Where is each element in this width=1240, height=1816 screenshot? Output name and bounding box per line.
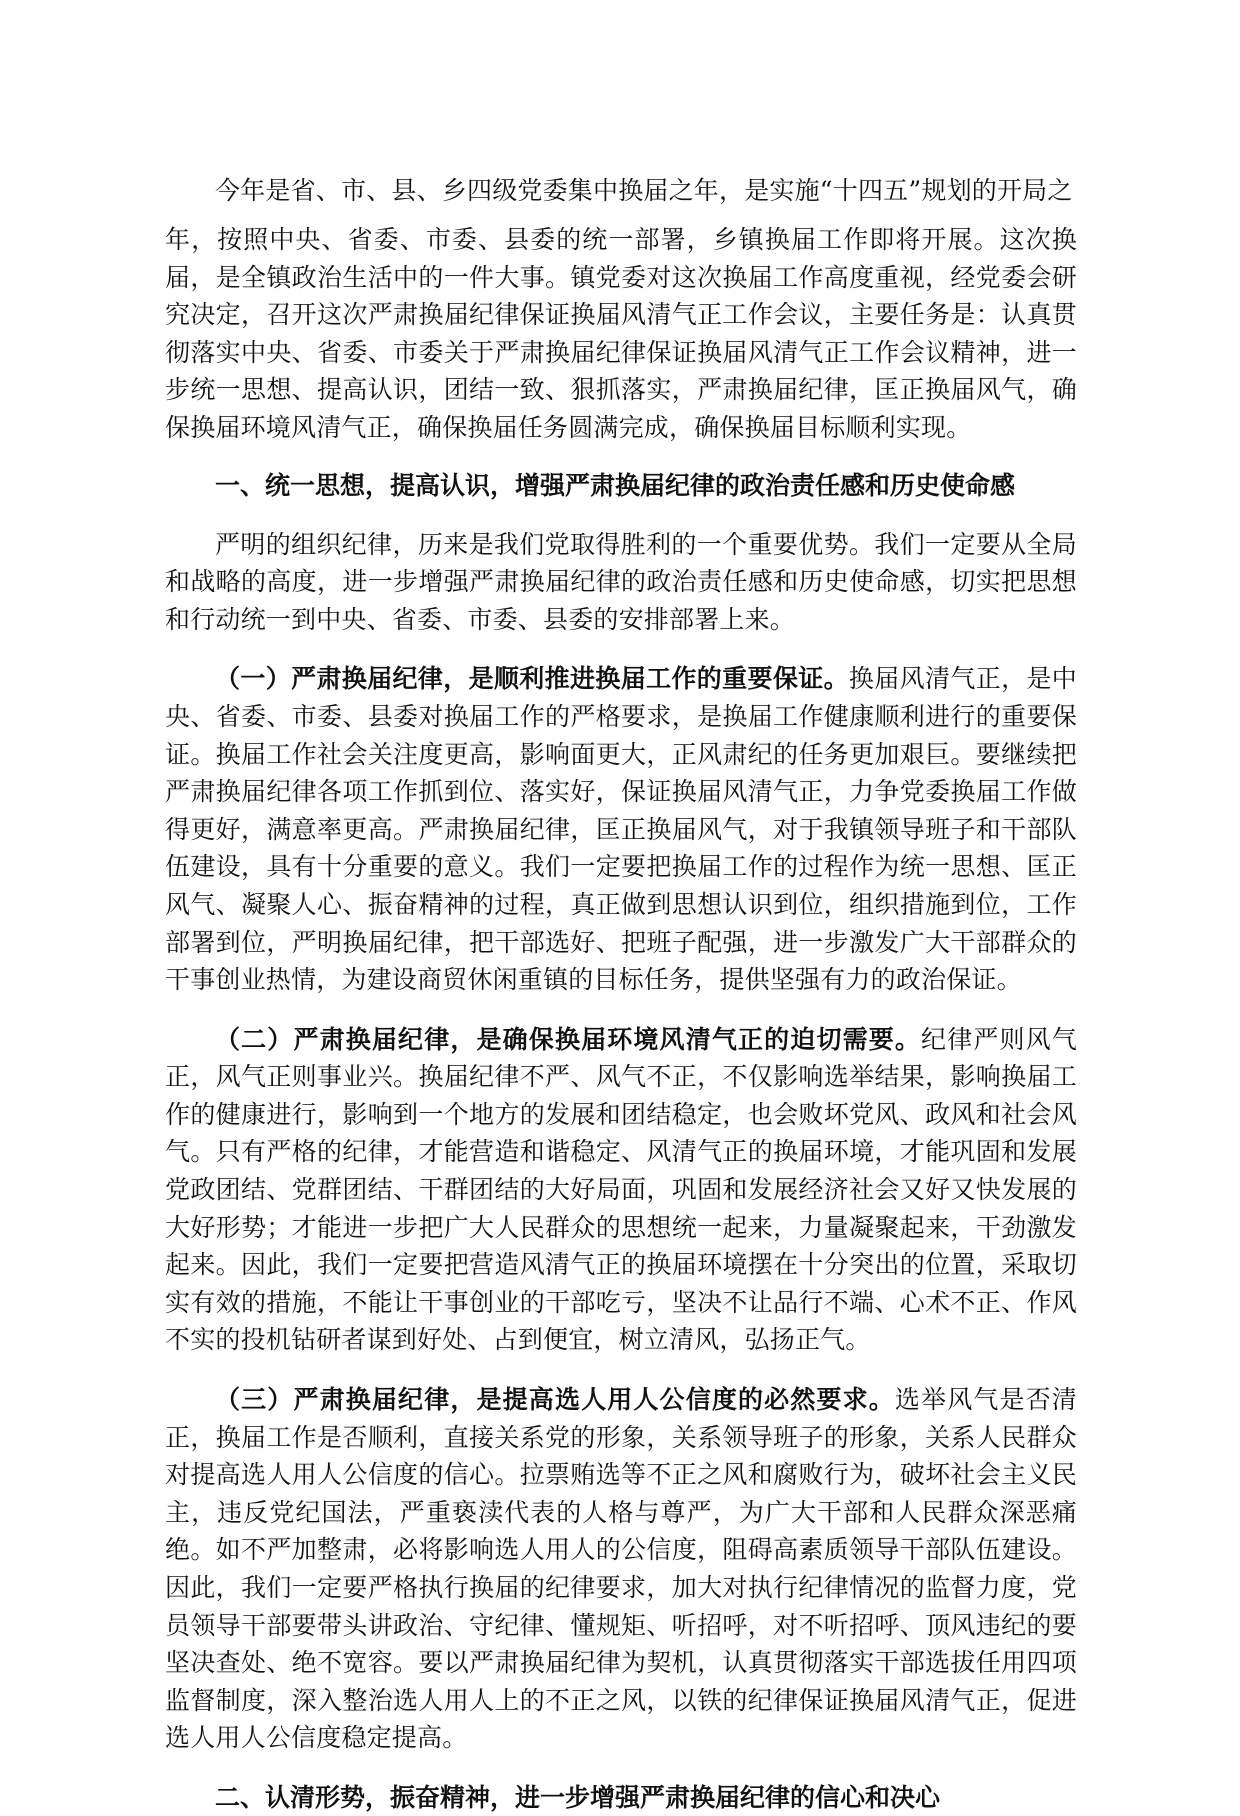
section-heading-1: 一、统一思想，提高认识，增强严肃换届纪律的政治责任感和历史使命感: [215, 470, 1016, 500]
document-page: [165, 172, 1077, 1816]
subsection-1-title: （一）严肃换届纪律，是顺利推进换届工作的重要保证。: [215, 664, 849, 694]
subsection-3: [165, 1381, 1077, 1757]
subsection-2-body: 纪律严则风气正，风气正则事业兴。换届纪律不严、风气不正，不仅影响选举结果，影响换届工作的健康进行，影响到一个地方的发展和团结稳定，也会败坏党风、政风和社会风气。只有严格的纪律，才能营造和谐稳定、风清气正的换届环境，才能巩固和发展党政团结、党群团结、干群团结的大好局面，巩固和发展经济社会又好又快发展的大好形势；才能进一步把广大人民群众的思想统一起来，力量凝聚起来，干劲激发起来。因此，我们一定要把营造风清气正的换届环境摆在十分突出的位置，采取切实有效的措施，不能让干事创业的干部吃亏，坚决不让品行不端、心术不正、作风不实的投机钻研者谋到好处、占到便宜，树立清风，弘扬正气。: [165, 1024, 1077, 1355]
subsection-2-title: （二）严肃换届纪律，是确保换届环境风清气正的迫切需要。: [215, 1024, 922, 1054]
subsection-3-body: 选举风气是否清正，换届工作是否顺利，直接关系党的形象，关系领导班子的形象，关系人民群众对提高选人用人公信度的信心。拉票贿选等不正之风和腐败行为，破坏社会主义民主，违反党纪国法，严重亵渎代表的人格与尊严，为广大干部和人民群众深恶痛绝。如不严加整肃，必将影响选人用人的公信度，阻碍高素质领导干部队伍建设。因此，我们一定要严格执行换届的纪律要求，加大对执行纪律情况的监督力度，党员领导干部要带头讲政治、守纪律、懂规矩、听招呼，对不听招呼、顶风违纪的要坚决查处、绝不宽容。要以严肃换届纪律为契机，认真贯彻落实干部选拔任用四项监督制度，深入整治选人用人上的不正之风，以铁的纪律保证换届风清气正，促进选人用人公信度稳定提高。: [165, 1385, 1078, 1753]
subsection-3-title: （三）严肃换届纪律，是提高选人用人公信度的必然要求。: [215, 1385, 895, 1415]
section-1-paragraph: 严明的组织纪律，历来是我们党取得胜利的一个重要优势。我们一定要从全局和战略的高度，进一步增强严肃换届纪律的政治责任感和历史使命感，切实把思想和行动统一到中央、省委、市委、县委的安排部署上来。: [165, 529, 1077, 634]
section-heading-2: 二、认清形势，振奋精神，进一步增强严肃换届纪律的信心和决心: [215, 1782, 941, 1812]
subsection-1-body: 换届风清气正，是中央、省委、市委、县委对换届工作的严格要求，是换届工作健康顺利进行的重要保证。换届工作社会关注度更高，影响面更大，正风肃纪的任务更加艰巨。要继续把严肃换届纪律各项工作抓到位、落实好，保证换届风清气正，力争党委换届工作做得更好，满意率更高。严肃换届纪律，匡正换届风气，对于我镇领导班子和干部队伍建设，具有十分重要的意义。我们一定要把换届工作的过程作为统一思想、匡正风气、凝聚人心、振奋精神的过程，真正做到思想认识到位，组织措施到位，工作部署到位，严明换届纪律，把干部选好、把班子配强，进一步激发广大干部群众的干事创业热情，为建设商贸休闲重镇的目标任务，提供坚强有力的政治保证。: [165, 664, 1077, 995]
subsection-1: [165, 660, 1077, 998]
intro-first-line: 今年是省、市、县、乡四级党委集中换届之年，是实施“十四五”规划的开局之: [215, 176, 1073, 205]
intro-paragraph: 年，按照中央、省委、市委、县委的统一部署，乡镇换届工作即将开展。这次换届，是全镇政治生活中的一件大事。镇党委对这次换届工作高度重视，经党委会研究决定，召开这次严肃换届纪律保证换届风清气正工作会议，主要任务是：认真贯彻落实中央、省委、市委关于严肃换届纪律保证换届风清气正工作会议精神，进一步统一思想、提高认识，团结一致、狠抓落实，严肃换届纪律，匡正换届风气，确保换届环境风清气正，确保换届任务圆满完成，确保换届目标顺利实现。: [165, 225, 1077, 442]
subsection-2: [165, 1021, 1077, 1359]
